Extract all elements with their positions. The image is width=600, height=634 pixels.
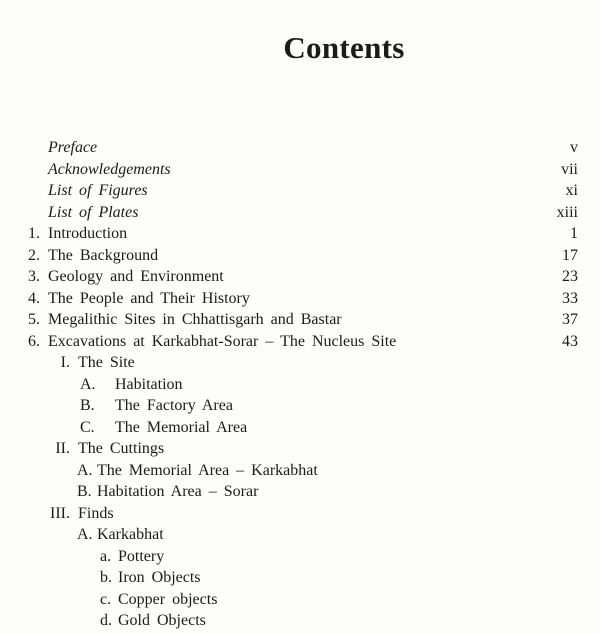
toc-row	[0, 202, 600, 224]
toc-entry-page: 43	[562, 332, 578, 350]
toc-row	[0, 438, 600, 460]
toc-entry-label: Preface	[48, 139, 98, 156]
toc-entry-number: c.	[100, 590, 112, 608]
toc-entry-number: a.	[100, 547, 112, 565]
toc-entry-number: B.	[80, 397, 95, 414]
toc-row	[0, 503, 600, 525]
toc-row	[0, 245, 600, 267]
page-title: Contents	[283, 29, 405, 65]
toc-row	[0, 395, 600, 417]
toc-entry-label: List of Plates	[48, 203, 139, 221]
toc-entry-number: 2.	[28, 246, 40, 264]
toc-row	[0, 610, 600, 632]
toc-entry-label: Karkabhat	[97, 526, 164, 543]
toc-row	[0, 331, 600, 353]
toc-row	[0, 460, 600, 482]
toc-entry-label: Iron Objects	[118, 569, 201, 586]
toc-entry-number: A.	[77, 461, 93, 479]
toc-row	[0, 524, 600, 546]
toc-row	[0, 589, 600, 611]
toc-entry-number: d.	[100, 612, 112, 629]
toc-entry-label: List of Figures	[48, 182, 148, 199]
toc-entry-label: The People and Their History	[48, 289, 250, 307]
toc-entry-number: C.	[80, 418, 95, 436]
toc-entry-page: xi	[565, 182, 578, 199]
toc-entry-label: Copper objects	[118, 590, 218, 608]
toc-row	[0, 546, 600, 568]
toc-entry-label: The Site	[78, 354, 135, 371]
toc-row	[0, 288, 600, 310]
toc-row	[0, 180, 600, 202]
toc-entry-label: Pottery	[118, 547, 165, 565]
toc-entry-number: b.	[100, 569, 112, 586]
toc-row	[0, 266, 600, 288]
toc-row	[0, 352, 600, 374]
toc-entry-label: Habitation	[115, 375, 183, 393]
toc-entry-page: xiii	[556, 203, 578, 221]
toc-row	[0, 159, 600, 181]
toc-entry-number: I.	[60, 354, 70, 371]
toc-entry-number: 5.	[28, 311, 40, 328]
toc-entry-label: Geology and Environment	[48, 268, 224, 285]
toc-entry-number: 6.	[28, 332, 40, 350]
toc-entry-page: 23	[562, 268, 578, 285]
toc-entry-page: 33	[562, 289, 578, 307]
toc-entry-page: vii	[561, 160, 578, 178]
toc-entry-page: 1	[570, 225, 578, 242]
toc-entry-label: Gold Objects	[118, 612, 206, 629]
toc-entry-page: 37	[562, 311, 578, 328]
toc-entry-number: A.	[77, 526, 93, 543]
toc-row	[0, 309, 600, 331]
toc-list	[0, 137, 600, 632]
toc-entry-number: 4.	[28, 289, 40, 307]
toc-entry-page: v	[570, 139, 578, 156]
toc-row	[0, 417, 600, 439]
toc-row	[0, 374, 600, 396]
toc-entry-label: The Memorial Area – Karkabhat	[97, 461, 318, 479]
toc-entry-number: B.	[77, 483, 92, 500]
toc-entry-label: The Memorial Area	[115, 418, 248, 436]
toc-entry-label: Finds	[78, 504, 114, 522]
toc-row	[0, 137, 600, 159]
toc-entry-label: Megalithic Sites in Chhattisgarh and Bastar	[48, 311, 342, 328]
toc-row	[0, 223, 600, 245]
toc-row	[0, 481, 600, 503]
toc-row	[0, 567, 600, 589]
toc-entry-number: III.	[50, 504, 70, 522]
toc-entry-number: 3.	[28, 268, 40, 285]
toc-entry-label: Habitation Area – Sorar	[97, 483, 259, 500]
toc-entry-label: The Factory Area	[115, 397, 233, 414]
toc-entry-number: A.	[80, 375, 96, 393]
toc-entry-label: The Background	[48, 246, 159, 264]
toc-entry-label: Excavations at Karkabhat-Sorar – The Nucleus Site	[48, 332, 397, 350]
toc-entry-label: The Cuttings	[78, 440, 165, 457]
toc-entry-label: Introduction	[48, 225, 128, 242]
toc-entry-number: 1.	[28, 225, 40, 242]
toc-entry-label: Acknowledgements	[48, 160, 171, 178]
toc-entry-page: 17	[562, 246, 578, 264]
toc-entry-number: II.	[55, 440, 70, 457]
